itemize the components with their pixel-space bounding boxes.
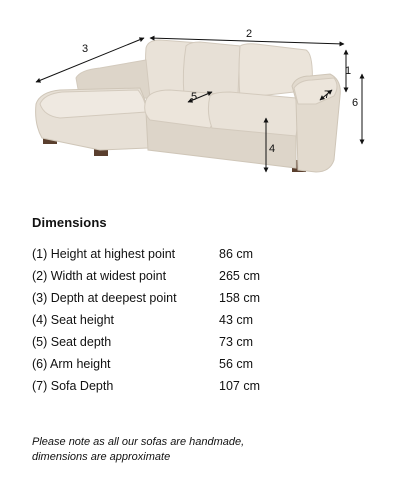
dimension-value: 107 cm	[219, 379, 260, 393]
dimension-row-seat-depth	[32, 331, 372, 353]
dimension-row-height	[32, 243, 372, 265]
callout-1: 1	[345, 65, 352, 77]
dimension-row-width	[32, 265, 372, 287]
dimension-row-sofa-depth	[32, 375, 372, 397]
callout-2: 2	[246, 28, 253, 40]
dimension-label: (7) Sofa Depth	[32, 379, 114, 393]
callout-6: 6	[352, 97, 359, 109]
callout-7: 7	[324, 89, 331, 101]
dimension-label: (2) Width at widest point	[32, 269, 167, 283]
dimension-label: (5) Seat depth	[32, 335, 112, 349]
dimensions-list	[32, 243, 372, 397]
dimension-row-arm-height	[32, 353, 372, 375]
dimension-label: (3) Depth at deepest point	[32, 291, 177, 305]
dimensions-heading: Dimensions	[32, 215, 107, 230]
dimension-value: 73 cm	[219, 335, 254, 349]
dimension-value: 158 cm	[219, 291, 260, 305]
sofa-dimension-diagram	[0, 0, 400, 200]
dimension-value: 43 cm	[219, 313, 254, 327]
disclaimer-line-1: Please note as all our sofas are handmade,	[32, 436, 245, 448]
disclaimer-line-2: dimensions are approximate	[32, 450, 171, 463]
dimension-row-depth	[32, 287, 372, 309]
dimension-row-seat-height	[32, 309, 372, 331]
dimension-value: 56 cm	[219, 357, 254, 371]
dimension-label: (6) Arm height	[32, 357, 111, 371]
callout-4: 4	[269, 143, 276, 155]
dimension-value: 86 cm	[219, 247, 254, 261]
dimension-label: (1) Height at highest point	[32, 247, 176, 261]
dimension-value: 265 cm	[219, 269, 260, 283]
back-cushions	[146, 40, 313, 98]
callout-5: 5	[191, 91, 198, 103]
callout-3: 3	[82, 43, 89, 55]
sofa-illustration	[0, 0, 400, 200]
handmade-disclaimer	[32, 435, 372, 464]
dimension-label: (4) Seat height	[32, 313, 114, 327]
